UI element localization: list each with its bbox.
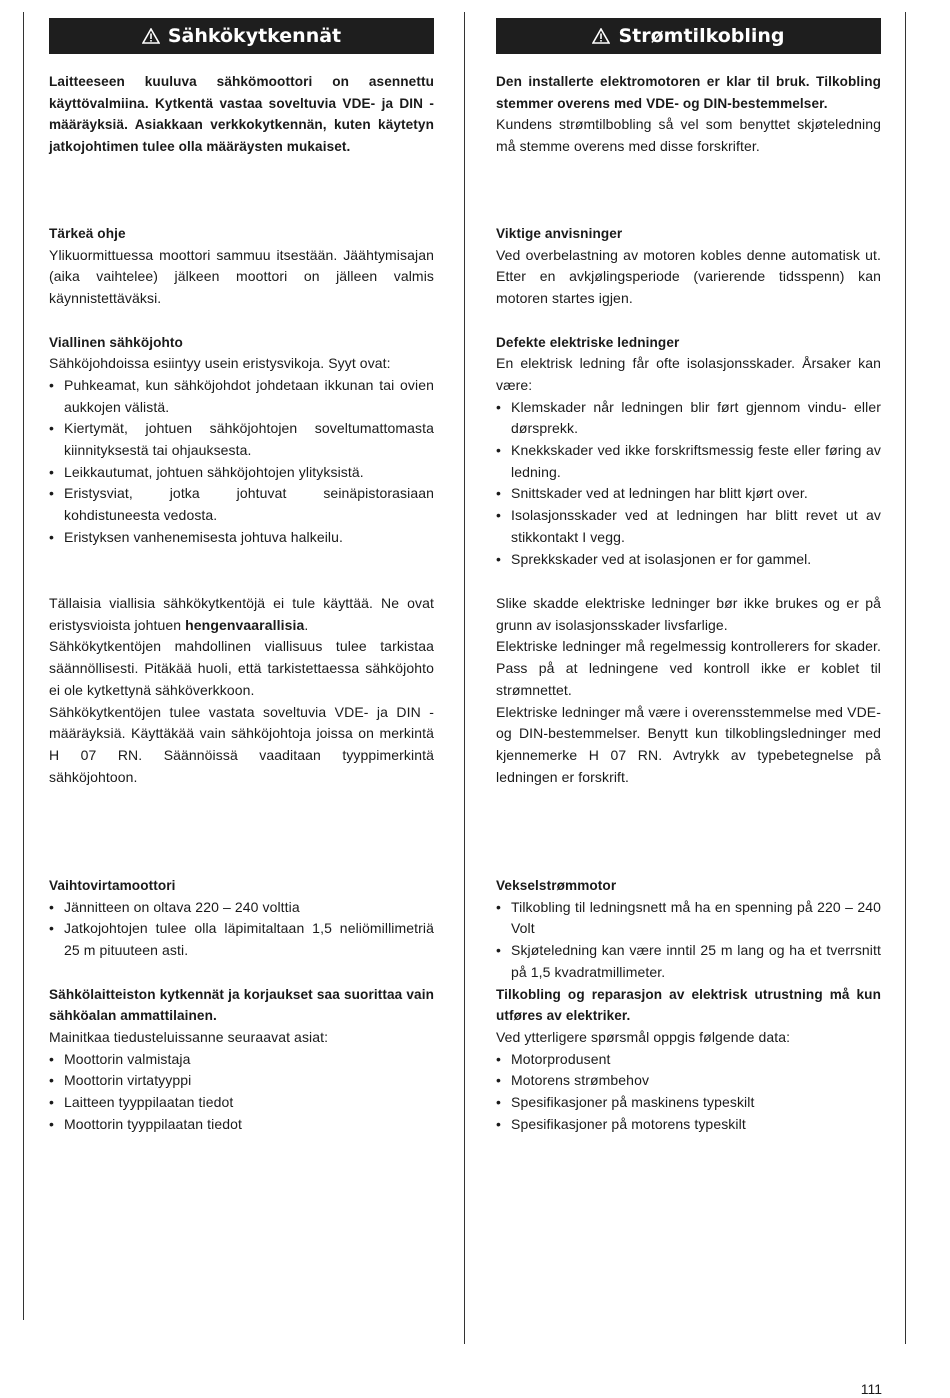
- motor-block: [49, 875, 434, 1135]
- faulty-list: [49, 375, 434, 549]
- list-item: • Laitteen tyyppilaatan tiedot: [49, 1092, 434, 1114]
- list-item: • Tilkobling til ledningsnett må ha en spenning på 220 – 240 Volt: [496, 897, 881, 940]
- intro-block: [496, 71, 881, 158]
- intro-text: Kundens strømtilbobling så vel som benyttet skjøteledning må stemme overens med disse forskrifter.: [496, 116, 881, 155]
- inquiry-list: [49, 1049, 434, 1136]
- list-item: • Snittskader ved at ledningen har blitt kjørt over.: [496, 483, 881, 505]
- motor-block: [496, 875, 881, 1135]
- finnish-column: [49, 18, 434, 1132]
- list-item: • Eristyksen vanhenemisesta johtuva halkeilu.: [49, 527, 434, 549]
- inquiry-intro: Ved ytterligere spørsmål oppgis følgende data:: [496, 1028, 791, 1045]
- warning-icon: [142, 28, 160, 44]
- list-item: • Spesifikasjoner på maskinens typeskilt: [496, 1092, 881, 1114]
- important-block: [49, 223, 434, 549]
- list-item: • Leikkautumat, johtuen sähköjohtojen ylityksistä.: [49, 462, 434, 484]
- list-item: • Kiertymät, johtuen sähköjohtojen soveltumattomasta kiinnityksestä tai ohjauksesta.: [49, 418, 434, 461]
- center-divider-line: [464, 12, 465, 1344]
- intro-text: Laitteeseen kuuluva sähkömoottori on asennettu käyttövalmiina. Kytkentä vastaa soveltuvia VDE- ja DIN -määräyksiä. Asiakkaan verkkokytkennän, kuten käytetyn jatkojohtimen tulee olla määräysten mukaiset.: [49, 74, 434, 155]
- norwegian-column: [496, 18, 881, 1132]
- inquiry-list: [496, 1049, 881, 1136]
- section-title: Strømtilkobling: [618, 25, 785, 47]
- danger-block: [496, 593, 881, 788]
- list-item: • Eristysviat, jotka johtuvat seinäpistorasiaan kohdistuneesta vedosta.: [49, 483, 434, 526]
- list-item: • Motorprodusent: [496, 1049, 881, 1071]
- danger-text: Tällaisia viallisia sähkökytkentöjä ei tule käyttää. Ne ovat eristysvioista johtuen hengenvaarallisia.: [49, 595, 434, 633]
- list-item: • Knekkskader ved ikke forskriftsmessig feste eller føring av ledning.: [496, 440, 881, 483]
- section-header-no: [496, 18, 881, 54]
- faulty-heading: Viallinen sähköjohto: [49, 334, 183, 350]
- intro-bold: Den installerte elektromotoren er klar til bruk. Tilkobling stemmer overens med VDE- og DIN-bestemmelser.: [496, 74, 881, 111]
- list-item: • Puhkeamat, kun sähköjohdot johdetaan ikkunan tai ovien aukkojen välistä.: [49, 375, 434, 418]
- important-heading: Viktige anvisninger: [496, 226, 623, 241]
- list-item: • Moottorin valmistaja: [49, 1049, 434, 1071]
- list-item: • Sprekkskader ved at isolasjonen er for gammel.: [496, 549, 881, 571]
- list-item: • Isolasjonsskader ved at ledningen har blitt revet ut av stikkontakt I vegg.: [496, 505, 881, 548]
- faulty-list: [496, 397, 881, 571]
- list-item: • Moottorin virtatyyppi: [49, 1070, 434, 1092]
- danger-emphasis: hengenvaarallisia: [185, 616, 305, 633]
- list-item: • Spesifikasjoner på motorens typeskilt: [496, 1114, 881, 1136]
- motor-list: [49, 897, 434, 962]
- motor-list: [496, 897, 881, 984]
- left-border-line: [23, 12, 24, 1320]
- list-item: • Motorens strømbehov: [496, 1070, 881, 1092]
- section-title: Sähkökytkennät: [167, 25, 342, 47]
- standard-text: Sähkökytkentöjen tulee vastata soveltuvia VDE- ja DIN -määräyksiä. Käyttäkää vain sähköjohtoja joissa on merkintä H 07 RN. Säännöissä vaaditaan tyyppimerkintä sähköjohtoon.: [49, 703, 434, 785]
- danger-block: [49, 593, 434, 788]
- page-number: 111: [860, 1381, 882, 1397]
- repair-notice: Sähkölaitteiston kytkennät ja korjaukset saa suorittaa vain sähköalan ammattilainen.: [49, 986, 434, 1024]
- list-item: • Jännitteen on oltava 220 – 240 volttia: [49, 897, 434, 919]
- check-text: Elektriske ledninger må regelmessig kontrollerers for skader. Pass på at ledningene ved kontroll ikke er koblet til strømnettet.: [496, 638, 881, 698]
- warning-icon: [592, 28, 610, 44]
- list-item: • Klemskader når ledningen blir ført gjennom vindu- eller dørsprekk.: [496, 397, 881, 440]
- section-header-fi: [49, 18, 434, 54]
- motor-heading: Vekselstrømmotor: [496, 878, 617, 893]
- danger-text: Slike skadde elektriske ledninger bør ikke brukes og er på grunn av isolasjonsskader livsfarlige.: [496, 595, 881, 633]
- important-heading: Tärkeä ohje: [49, 226, 126, 241]
- standard-text: Elektriske ledninger må være i overensstemmelse med VDE- og DIN-bestemmelser. Benytt kun tilkoblingsledninger med kjennemerke H 07 RN. Avtrykk av typebetegnelse på ledningen er forskrift.: [496, 703, 881, 785]
- faulty-heading: Defekte elektriske ledninger: [496, 334, 680, 350]
- motor-heading: Vaihtovirtamoottori: [49, 878, 176, 893]
- list-item: • Skjøteledning kan være inntil 25 m lang og ha et tverrsnitt på 1,5 kvadratmillimeter.: [496, 940, 881, 983]
- important-text: Ylikuormittuessa moottori sammuu itsestään. Jäähtymisajan (aika vaihtelee) jälkeen moottori on jälleen valmis käynnistettäväksi.: [49, 246, 434, 307]
- list-item: • Jatkojohtojen tulee olla läpimitaltaan 1,5 neliömillimetriä 25 m pituuteen asti.: [49, 918, 434, 961]
- faulty-intro: Sähköjohdoissa esiintyy usein eristysvikoja. Syyt ovat:: [49, 355, 391, 372]
- faulty-intro: En elektrisk ledning får ofte isolasjonsskader. Årsaker kan være:: [496, 355, 881, 393]
- list-item: • Moottorin tyyppilaatan tiedot: [49, 1114, 434, 1136]
- check-text: Sähkökytkentöjen mahdollinen viallisuus tulee tarkistaa säännöllisesti. Pitäkää huoli, että tarkistettaessa sähköjohto ei ole kytkettynä sähköverkkoon.: [49, 638, 434, 698]
- repair-notice: Tilkobling og reparasjon av elektrisk utrustning må kun utføres av elektriker.: [496, 986, 881, 1024]
- right-border-line: [905, 12, 906, 1344]
- important-block: [496, 223, 881, 570]
- intro-block: [49, 71, 434, 158]
- inquiry-intro: Mainitkaa tiedusteluissanne seuraavat asiat:: [49, 1028, 329, 1045]
- important-text: Ved overbelastning av motoren kobles denne automatisk ut. Etter en avkjølingsperiode (varierende tidsspenn) kan motoren startes igjen.: [496, 246, 881, 307]
